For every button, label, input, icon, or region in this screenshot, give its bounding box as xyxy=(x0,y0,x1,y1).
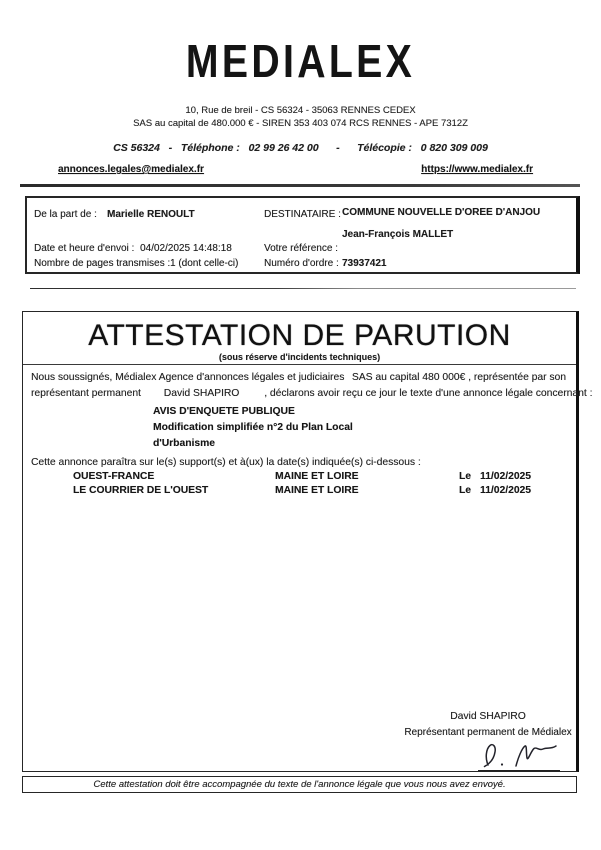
signatory-name: David SHAPIRO xyxy=(450,711,526,722)
recipient-label: DESTINATAIRE : xyxy=(264,209,341,220)
company-address-line1: 10, Rue de breil - CS 56324 - 35063 RENNES CEDEX xyxy=(185,105,416,116)
reference-label: Votre référence : xyxy=(264,243,338,254)
attestation-subtitle: (sous réserve d'incidents techniques) xyxy=(218,352,381,362)
notice-subject-block xyxy=(153,404,353,452)
datetime-label: Date et heure d'envoi : xyxy=(34,243,135,254)
intro-right: SAS au capital 480 000€ , représentée par son xyxy=(351,372,566,383)
datetime-value: 04/02/2025 14:48:18 xyxy=(140,243,232,254)
intro-line-2 xyxy=(31,388,593,399)
company-links-row xyxy=(0,164,601,175)
publication-support: OUEST-FRANCE xyxy=(73,471,155,482)
signature-block xyxy=(393,711,583,738)
intro-line-1 xyxy=(31,372,566,383)
intro-representative-label: représentant permanent xyxy=(31,388,141,399)
attestation-title-divider xyxy=(23,364,576,365)
notice-line-2: Modification simplifiée n°2 du Plan Local xyxy=(153,422,353,433)
letterhead-divider xyxy=(20,184,580,187)
transmission-info-box xyxy=(25,196,580,274)
order-value: 73937421 xyxy=(342,258,387,269)
footer-note: Cette attestation doit être accompagnée du texte de l'annonce légale que vous nous avez envoyé. xyxy=(93,779,506,790)
publication-department: MAINE ET LOIRE xyxy=(275,471,359,482)
company-address-line2: SAS au capital de 480.000 € - SIREN 353 403 074 RCS RENNES - APE 7312Z xyxy=(133,118,468,129)
handwritten-signature xyxy=(478,742,560,771)
publication-date: Le 11/02/2025 xyxy=(459,471,531,482)
notice-line-1: AVIS D'ENQUETE PUBLIQUE xyxy=(153,406,295,417)
recipient-value: COMMUNE NOUVELLE D'OREE D'ANJOU xyxy=(342,207,541,218)
company-email: annonces.legales@medialex.fr xyxy=(58,164,204,175)
recipient-contact: Jean-François MALLET xyxy=(342,229,454,240)
company-contact-line: CS 56324 - Téléphone : 02 99 26 42 00 - Télécopie : 0 820 309 009 xyxy=(113,142,488,154)
publication-support: LE COURRIER DE L'OUEST xyxy=(73,485,209,496)
publication-department: MAINE ET LOIRE xyxy=(275,485,359,496)
attestation-box xyxy=(22,311,593,772)
footer-notice-bar xyxy=(22,776,577,793)
from-value: Marielle RENOULT xyxy=(107,209,195,220)
pages-value: 1 (dont celle-ci) xyxy=(170,258,239,269)
signature-ink-icon xyxy=(478,742,560,770)
order-label: Numéro d'ordre : xyxy=(264,258,339,269)
company-logo-text: MEDIALEX xyxy=(185,35,416,87)
company-website: https://www.medialex.fr xyxy=(421,164,533,175)
signatory-role: Représentant permanent de Médialex xyxy=(404,727,572,738)
intro-declaration: , déclarons avoir reçu ce jour le texte d'une annonce légale concernant : xyxy=(264,388,593,399)
notice-line-3: d'Urbanisme xyxy=(153,438,215,449)
intro-left: Nous soussignés, Médialex Agence d'annonces légales et judiciaires xyxy=(31,372,345,383)
representative-name: David SHAPIRO xyxy=(163,388,240,399)
schedule-intro: Cette annonce paraîtra sur le(s) support(s) et à(ux) la date(s) indiquée(s) ci-dessous : xyxy=(31,457,421,468)
section-divider xyxy=(30,288,576,289)
from-label: De la part de : xyxy=(34,209,97,220)
publication-date: Le 11/02/2025 xyxy=(459,485,531,496)
pages-label: Nombre de pages transmises : xyxy=(34,258,171,269)
attestation-title: ATTESTATION DE PARUTION xyxy=(88,319,511,352)
